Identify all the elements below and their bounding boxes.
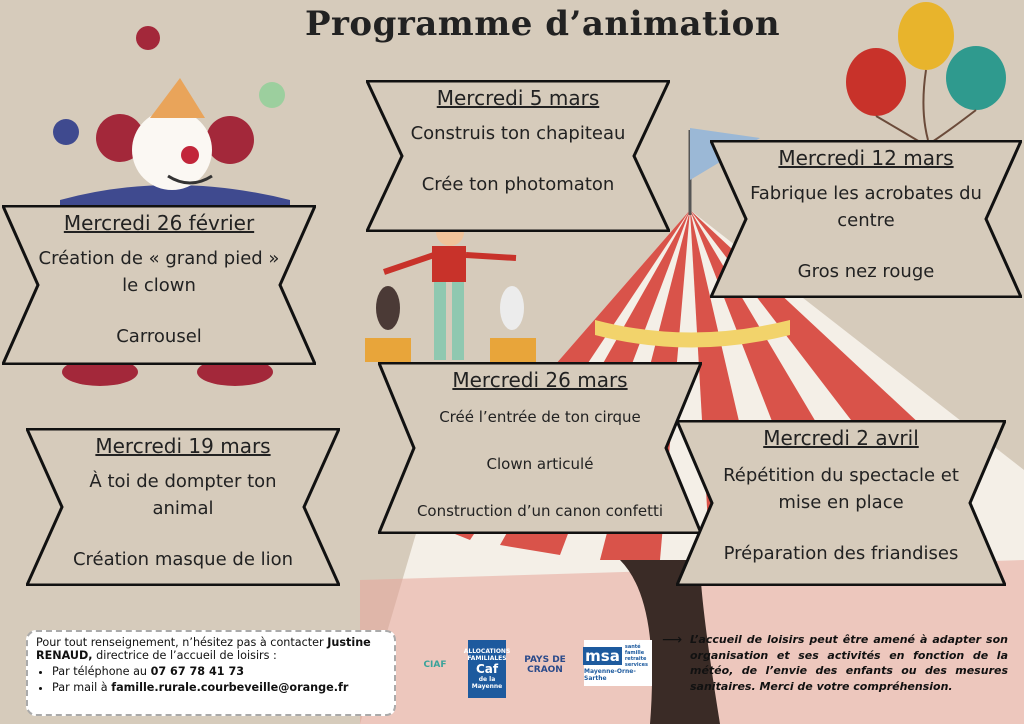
msa-logo-side: santé famille retraite services bbox=[624, 644, 648, 668]
phone-label: Par téléphone au bbox=[52, 665, 148, 678]
activity-line: Construis ton chapiteau bbox=[410, 123, 626, 144]
session-card-mar26 bbox=[378, 362, 702, 534]
activity-line: Préparation des friandises bbox=[723, 543, 959, 564]
caf-logo-text: Caf bbox=[475, 662, 499, 676]
session-date: Mercredi 12 mars bbox=[778, 146, 954, 170]
session-date: Mercredi 26 mars bbox=[452, 368, 628, 392]
contact-phone-item bbox=[52, 665, 386, 678]
pays-logo-text: PAYS DE CRAON bbox=[524, 655, 566, 675]
ciaf-logo-text: CIAF bbox=[423, 660, 447, 670]
activity-line: Carrousel bbox=[116, 326, 202, 347]
activity-line: animal bbox=[152, 498, 214, 519]
contact-text bbox=[36, 636, 386, 662]
activity-line: le clown bbox=[122, 275, 196, 296]
activity-line: centre bbox=[837, 210, 895, 231]
ciaf-logo bbox=[410, 640, 460, 690]
ringmaster-icon bbox=[365, 212, 536, 362]
activity-line: À toi de dompter ton bbox=[89, 471, 277, 492]
activity-line: Création de « grand pied » bbox=[38, 248, 280, 269]
session-card-mar12 bbox=[710, 140, 1022, 298]
activity-line: Crée ton photomaton bbox=[421, 174, 615, 195]
contact-mail-item bbox=[52, 681, 386, 694]
pays-de-craon-logo bbox=[514, 640, 576, 690]
activity-line: Fabrique les acrobates du bbox=[750, 183, 982, 204]
contact-info-box bbox=[26, 630, 396, 716]
msa-logo-text: msa bbox=[585, 647, 620, 665]
session-card-mar5 bbox=[366, 80, 670, 232]
session-date: Mercredi 5 mars bbox=[436, 86, 600, 110]
activity-line: Construction d’un canon confetti bbox=[416, 502, 664, 520]
activity-line: Gros nez rouge bbox=[797, 261, 935, 282]
phone-number[interactable]: 07 67 78 41 73 bbox=[150, 665, 245, 678]
msa-logo bbox=[584, 640, 652, 686]
contact-name: Justine RENAUD, bbox=[36, 636, 371, 662]
mail-address[interactable]: famille.rurale.courbeveille@orange.fr bbox=[111, 681, 349, 694]
notice-text: L’accueil de loisirs peut être amené à adapter son organisation et ses activités en fonction de la météo, de l’envie des enfants ou des mesures sanitaires. Merci de votre compréhension. bbox=[690, 633, 1008, 693]
session-card-apr2 bbox=[676, 420, 1006, 586]
session-card-feb26 bbox=[2, 205, 316, 365]
caf-logo bbox=[463, 640, 511, 698]
activity-line: Clown articulé bbox=[486, 455, 594, 473]
contact-intro: Pour tout renseignement, n’hésitez pas à contacter bbox=[36, 636, 324, 649]
activity-line: mise en place bbox=[778, 492, 904, 513]
contact-list bbox=[36, 665, 386, 694]
page-title: Programme d’animation bbox=[304, 4, 781, 44]
arrow-right-icon: ⟶ bbox=[662, 632, 683, 648]
caf-logo-sub: de la Mayenne bbox=[471, 676, 503, 690]
session-date: Mercredi 26 février bbox=[63, 211, 255, 235]
caf-logo-top: ALLOCATIONS FAMILIALES bbox=[463, 648, 511, 662]
session-card-mar19 bbox=[26, 428, 340, 586]
activity-line: Création masque de lion bbox=[72, 549, 294, 570]
activity-line: Répétition du spectacle et bbox=[723, 465, 959, 486]
activity-line: Créé l’entrée de ton cirque bbox=[439, 408, 641, 426]
mail-label: Par mail à bbox=[52, 681, 108, 694]
contact-role: directrice de l’accueil de loisirs : bbox=[96, 649, 277, 662]
msa-logo-sub: Mayenne-Orne-Sarthe bbox=[584, 668, 636, 682]
session-date: Mercredi 2 avril bbox=[763, 426, 919, 450]
session-date: Mercredi 19 mars bbox=[95, 434, 271, 458]
